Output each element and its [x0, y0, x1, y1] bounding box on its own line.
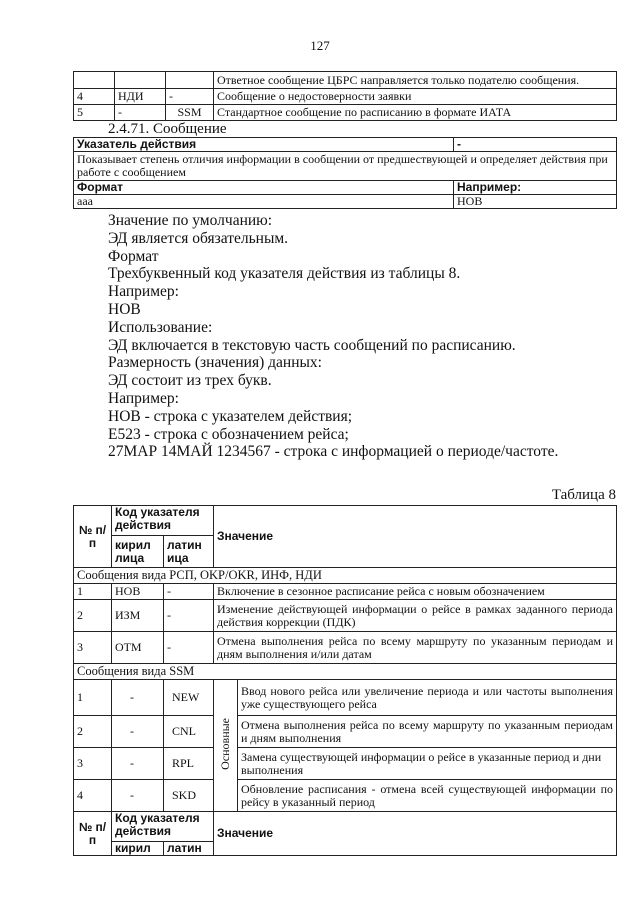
cell-num: 3 [74, 632, 112, 664]
example-label: Например: [454, 181, 617, 195]
side-label: Основные [218, 718, 232, 770]
header-num: № п/п [74, 506, 112, 568]
cell-lat: NEW [164, 680, 214, 716]
cell-meaning: Отмена выполнения рейса по всему маршруту по указанным периодам и дням выполнения и/или датам [214, 632, 617, 664]
text-line: 27МАР 14МАЙ 1234567 - строка с информацией о периоде/частоте. [108, 443, 559, 461]
cell-code-lat: - [166, 89, 214, 105]
cell-desc: Стандартное сообщение по расписанию в формате ИАТА [214, 105, 617, 121]
text-line: НОВ - строка с указателем действия; [108, 407, 353, 425]
cell-lat: CNL [164, 716, 214, 748]
top-table [73, 71, 617, 121]
text-line: Значение по умолчанию: [108, 212, 273, 229]
cell-num: 3 [74, 748, 112, 780]
text-line: Например: [108, 389, 179, 407]
table8-repeat-header-row [74, 812, 617, 842]
cell-lat: - [164, 584, 214, 600]
cell-num: 5 [74, 105, 115, 121]
format-value: aaa [74, 195, 454, 209]
group-row [74, 568, 617, 584]
table-row [74, 632, 617, 664]
element-header-row [74, 138, 617, 152]
cell-cyr: - [112, 748, 164, 780]
repeat-header-lat: латин [164, 842, 214, 856]
table-row [74, 780, 617, 812]
cell-meaning: Изменение действующей информации о рейсе в рамках заданного периода действия коррекции (ПДК) [214, 600, 617, 632]
side-label-cell [214, 680, 238, 812]
table-row [74, 72, 617, 89]
cell-num: 1 [74, 584, 112, 600]
header-code: Код указателя действия [112, 506, 214, 536]
cell-meaning: Включение в сезонное расписание рейса с новым обозначением [214, 584, 617, 600]
section-heading: 2.4.71. Сообщение [108, 121, 227, 137]
cell-code-cyr [115, 72, 166, 89]
table-row [74, 748, 617, 780]
table-row [74, 680, 617, 716]
text-line: ЭД является обязательным. [108, 229, 289, 247]
table8-header-row [74, 506, 617, 536]
table-8 [73, 505, 617, 856]
cell-lat: SKD [164, 780, 214, 812]
cell-cyr: ОТМ [112, 632, 164, 664]
cell-num: 1 [74, 680, 112, 716]
cell-desc: Ответное сообщение ЦБРС направляется только подателю сообщения. [214, 72, 617, 89]
text-line: Трехбуквенный код указателя действия из таблицы 8. [108, 265, 461, 283]
cell-lat: RPL [164, 748, 214, 780]
cell-meaning: Обновление расписания - отмена всей существующей информации по рейсу в указанный период [238, 780, 617, 812]
cell-num: 2 [74, 716, 112, 748]
text-line: Размерность (значения) данных: [108, 354, 322, 372]
example-value: НОВ [454, 195, 617, 209]
format-label: Формат [74, 181, 454, 195]
header-lat: латин ица [164, 536, 214, 568]
cell-desc: Сообщение о недостоверности заявки [214, 89, 617, 105]
page-number: 127 [310, 38, 330, 53]
cell-meaning: Замена существующей информации о рейсе в указанные период и дни выполнения [238, 748, 617, 780]
cell-num: 4 [74, 89, 115, 105]
text-line: Например: [108, 283, 179, 301]
text-line: Формат [108, 247, 159, 265]
header-cyr: кирил лица [112, 536, 164, 568]
element-table [73, 137, 617, 209]
cell-code-cyr: НДИ [115, 89, 166, 105]
text-line: НОВ [108, 300, 141, 318]
body-text [108, 212, 618, 461]
element-description: Показывает степень отличия информации в сообщении от предшествующей и определяет действия при работе с сообщением [74, 152, 617, 181]
cell-cyr: ИЗМ [112, 600, 164, 632]
element-name: Указатель действия [74, 138, 454, 152]
table-row [74, 716, 617, 748]
repeat-header-code: Код указателя действия [112, 812, 214, 842]
header-meaning: Значение [214, 506, 617, 568]
repeat-header-cyr: кирил [112, 842, 164, 856]
cell-lat: - [164, 600, 214, 632]
text-line: Е523 - строка с обозначением рейса; [108, 425, 349, 443]
cell-num: 4 [74, 780, 112, 812]
table-row [74, 105, 617, 121]
cell-code-cyr: - [115, 105, 166, 121]
text-line: Использование: [108, 318, 213, 336]
group-row [74, 664, 617, 680]
group1-title: Сообщения вида РСП, OKP/OKR, ИНФ, НДИ [74, 568, 617, 584]
cell-cyr: - [112, 680, 164, 716]
repeat-header-meaning: Значение [214, 812, 617, 856]
text-line: ЭД состоит из трех букв. [108, 372, 272, 390]
element-format-header-row [74, 181, 617, 195]
cell-code-lat [166, 72, 214, 89]
element-format-row [74, 195, 617, 209]
cell-lat: - [164, 632, 214, 664]
cell-meaning: Ввод нового рейса или увеличение периода и или частоты выполнения уже существующего рейса [238, 680, 617, 716]
group2-title: Сообщения вида SSM [74, 664, 617, 680]
table-row [74, 584, 617, 600]
table-row [74, 600, 617, 632]
cell-cyr: - [112, 716, 164, 748]
cell-meaning: Отмена выполнения рейса по всему маршруту по указанным периодам и дням выполнения [238, 716, 617, 748]
element-desc-row [74, 152, 617, 181]
element-flag: - [454, 138, 617, 152]
cell-code-lat: SSM [166, 105, 214, 121]
cell-cyr: НОВ [112, 584, 164, 600]
cell-num [74, 72, 115, 89]
cell-num: 2 [74, 600, 112, 632]
table-caption: Таблица 8 [551, 487, 616, 503]
cell-cyr: - [112, 780, 164, 812]
table-row [74, 89, 617, 105]
text-line: ЭД включается в текстовую часть сообщений по расписанию. [108, 336, 516, 354]
repeat-header-num: № п/п [74, 812, 112, 856]
